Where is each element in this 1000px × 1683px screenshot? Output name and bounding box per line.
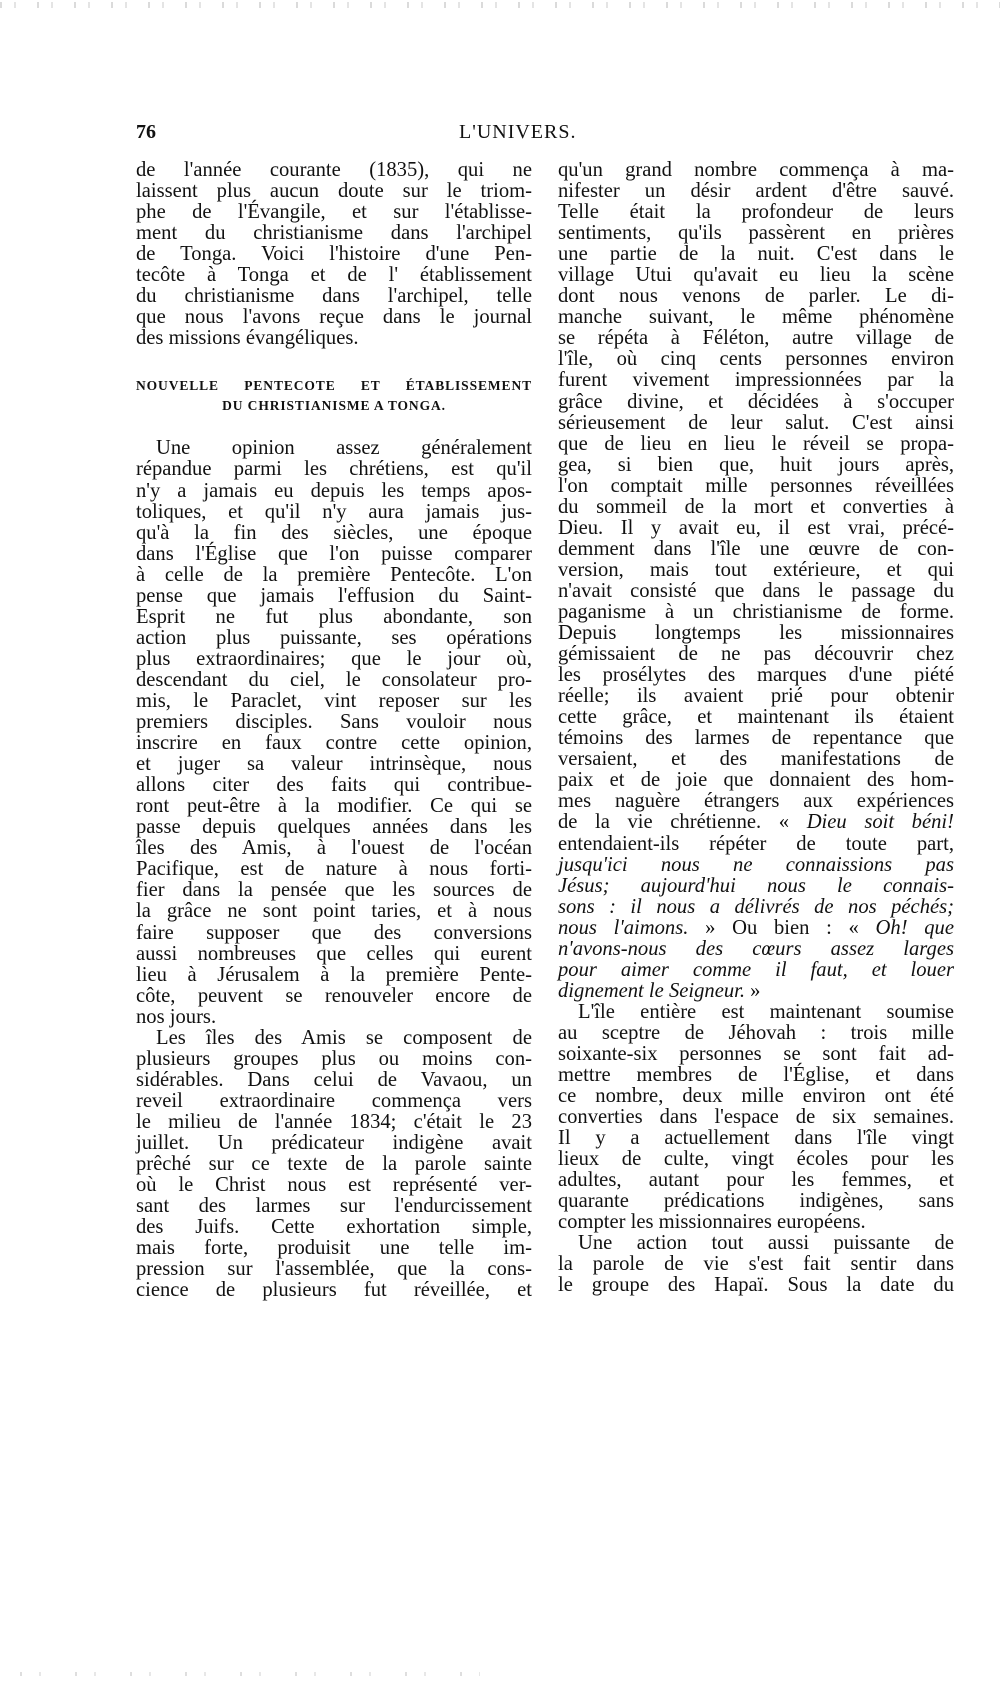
italic-quote-text: pour aimer comme il faut, et louer	[558, 958, 954, 981]
text-line: lieux de culte, vingt écoles pour les	[558, 1148, 954, 1171]
text-line: des missions évangéliques.	[136, 327, 359, 350]
text-line: juillet. Un prédicateur indigène avait	[136, 1131, 532, 1154]
roman-text: de la vie chrétienne. «	[558, 811, 807, 834]
text-line: nifester un désir ardent d'être sauvé.	[558, 180, 954, 203]
text-line: version, mais tout extérieure, et qui	[558, 558, 954, 581]
text-line: se répéta à Féléton, autre village de	[558, 327, 954, 350]
text-line: n'y a jamais eu depuis les temps apos-	[136, 479, 532, 502]
text-line: laissent plus aucun doute sur le triom-	[136, 180, 532, 203]
text-line: à celle de la première Pentecôte. L'on	[136, 563, 532, 586]
text-line: Il y a actuellement dans l'île vingt	[558, 1127, 954, 1150]
roman-text: »	[745, 979, 761, 1002]
text-line: plus extraordinaires; que le jour où,	[136, 647, 532, 670]
text-line: des Juifs. Cette exhortation simple,	[136, 1216, 532, 1239]
quote-line	[558, 855, 954, 876]
paragraph-opinion	[136, 438, 532, 1027]
text-line: du sommeil de la mort et converties à	[558, 495, 954, 518]
text-line: soixante-six personnes se sont fait ad-	[558, 1042, 954, 1065]
text-line: cience de plusieurs fut réveillée, et	[136, 1279, 532, 1302]
text-line: témoins des larmes de repentance que	[558, 727, 954, 750]
page-number: 76	[136, 121, 156, 143]
italic-quote-text: jusqu'ici nous ne connaissions pas	[558, 853, 954, 876]
text-line: mais forte, produisit une telle im-	[136, 1237, 532, 1260]
italic-quote-text: dignement le Seigneur.	[558, 979, 746, 1002]
section-heading-line-1: NOUVELLE PENTECOTE ET ÉTABLISSEMENT	[136, 378, 532, 394]
text-line: côte, peuvent se renouveler encore de	[136, 984, 532, 1007]
text-line: plusieurs groupes plus ou moins con-	[136, 1047, 532, 1070]
text-line: aussi nombreuses que celles qui eurent	[136, 942, 532, 965]
paragraph-ile-entiere	[558, 1002, 954, 1234]
running-head	[136, 121, 951, 147]
text-line: répandue parmi les chrétiens, est qu'il	[136, 458, 532, 481]
text-line: versaient, et des manifestations de	[558, 748, 954, 771]
text-line: réelle; ils avaient prié pour obtenir	[558, 685, 954, 708]
text-line: phe de l'Évangile, et sur l'établisse-	[136, 201, 532, 224]
text-line: pression sur l'assemblée, que la cons-	[136, 1258, 532, 1281]
journal-title: L'UNIVERS.	[459, 121, 577, 143]
text-line: et juger sa valeur intrinsèque, nous	[136, 753, 532, 776]
quote-line	[558, 834, 954, 855]
text-line: quarante prédications indigènes, sans	[558, 1190, 954, 1213]
text-line: qu'à la fin des siècles, une époque	[136, 521, 532, 544]
italic-quote-text: Oh! que	[875, 916, 954, 939]
text-line: Depuis longtemps les missionnaires	[558, 622, 954, 645]
text-line: où le Christ nous est représenté ver-	[136, 1174, 532, 1197]
text-line: les prosélytes des marques d'une piété	[558, 664, 954, 687]
text-line: village Utui qu'avait eu lieu la scène	[558, 264, 954, 287]
text-line: Les îles des Amis se composent de	[156, 1026, 532, 1049]
text-line: furent vivement impressionnées par la	[558, 369, 954, 392]
roman-text: » Ou bien : «	[688, 916, 876, 939]
quote-line	[558, 960, 954, 981]
text-line: premiers disciples. Sans vouloir nous	[136, 711, 532, 734]
text-line: qu'un grand nombre commença à ma-	[558, 159, 954, 181]
text-line: ront peut-être à la modifier. Ce qui se	[136, 795, 532, 818]
section-heading	[136, 376, 532, 416]
text-line: demment dans l'île une œuvre de con-	[558, 537, 954, 560]
text-line: prêché sur ce texte de la parole sainte	[136, 1153, 532, 1176]
paragraph-reveil	[558, 160, 954, 812]
text-line: descendant du ciel, le consolateur pro-	[136, 668, 532, 691]
text-line: Dieu. Il y avait eu, il est vrai, précé-	[558, 516, 954, 539]
text-line: que nous l'avons reçue dans le journal	[136, 306, 532, 329]
paragraph-hapai	[558, 1233, 954, 1296]
text-line: une partie de la nuit. C'est dans le	[558, 243, 954, 266]
text-line: Telle était la profondeur de leurs	[558, 201, 954, 224]
roman-text: entendaient-ils répéter de toute part,	[558, 832, 954, 855]
text-line: allons citer des faits qui contribue-	[136, 774, 532, 797]
text-line: ment du christianisme dans l'archipel	[136, 222, 532, 245]
text-line: passe depuis quelques années dans les	[136, 816, 532, 839]
text-line: la parole de vie s'est fait sentir dans	[558, 1253, 954, 1276]
text-line: paix et de joie que donnaient des hom-	[558, 769, 954, 792]
text-line: Une opinion assez généralement	[156, 437, 532, 460]
text-line: adultes, autant pour les femmes, et	[558, 1169, 954, 1192]
text-line: inscrire en faux contre cette opinion,	[136, 732, 532, 755]
italic-quote-text: nous l'aimons.	[558, 916, 689, 939]
text-line: Pacifique, est de nature à nous forti-	[136, 858, 532, 881]
text-line: au sceptre de Jéhovah : trois mille	[558, 1021, 954, 1044]
text-line: tecôte à Tonga et de l' établissement	[136, 264, 532, 287]
left-column	[136, 160, 532, 1301]
text-line: l'on comptait mille personnes réveillées	[558, 474, 954, 497]
text-line: fier dans la pensée que les sources de	[136, 879, 532, 902]
text-line: grâce divine, et décidées à s'occuper	[558, 390, 954, 413]
intro-paragraph	[136, 160, 532, 349]
quote-line	[558, 939, 954, 960]
text-line: faire supposer que des conversions	[136, 921, 532, 944]
paragraph-iles-des-amis	[136, 1028, 532, 1302]
text-line: pense que jamais l'effusion du Saint-	[136, 584, 532, 607]
quote-line	[558, 897, 954, 918]
text-line: gémissaient de ne pas découvrir chez	[558, 643, 954, 666]
italic-quote-text: n'avons-nous des cœurs assez larges	[558, 937, 954, 960]
text-line: l'île, où cinq cents personnes environ	[558, 348, 954, 371]
text-line: L'île entière est maintenant soumise	[578, 1000, 954, 1023]
text-line: mes naguère étrangers aux expériences	[558, 790, 954, 813]
scan-artifact-top	[0, 2, 1000, 8]
text-line: de Tonga. Voici l'histoire d'une Pen-	[136, 243, 532, 266]
quote-line	[558, 918, 954, 939]
text-line: mis, le Paraclet, vint reposer sur les	[136, 689, 532, 712]
text-line: ce nombre, deux mille environ ont été	[558, 1085, 954, 1108]
text-line: la grâce ne sont point taries, et à nous	[136, 900, 532, 923]
italic-quote-text: Jésus; aujourd'hui nous le connais-	[558, 874, 954, 897]
right-column	[558, 160, 954, 1297]
text-line: reveil extraordinaire commença vers	[136, 1089, 532, 1112]
text-line: compter les missionnaires européens.	[558, 1211, 866, 1234]
scan-artifact-bottom	[20, 1672, 480, 1676]
text-line: le milieu de l'année 1834; c'était le 23	[136, 1110, 532, 1133]
text-line: paganisme à un christianisme de forme.	[558, 600, 954, 623]
text-line: le groupe des Hapaï. Sous la date du	[558, 1274, 954, 1297]
text-line: gea, si bien que, huit jours après,	[558, 453, 954, 476]
text-line: toliques, et qu'il n'y aura jamais jus-	[136, 500, 532, 523]
quote-line	[558, 812, 954, 833]
quote-line	[558, 876, 954, 897]
text-line: îles des Amis, à l'ouest de l'océan	[136, 837, 532, 860]
text-line: converties dans l'espace de six semaines.	[558, 1106, 954, 1129]
text-line: lieu à Jérusalem à la première Pente-	[136, 963, 532, 986]
italic-quote-text: Dieu soit béni!	[806, 811, 954, 834]
text-line: sant des larmes sur l'endurcissement	[136, 1195, 532, 1218]
text-line: que de lieu en lieu le réveil se propa-	[558, 432, 954, 455]
text-line: nos jours.	[136, 1005, 217, 1028]
text-line: de l'année courante (1835), qui ne	[136, 159, 532, 181]
text-line: dans l'Église que l'on puisse comparer	[136, 542, 532, 565]
text-line: action plus puissante, ses opérations	[136, 626, 532, 649]
quotation-paragraph	[558, 812, 954, 1001]
text-line: dont nous venons de parler. Le di-	[558, 285, 954, 308]
text-line: manche suivant, le même phénomène	[558, 306, 954, 329]
text-line: sérieusement de leur salut. C'est ainsi	[558, 411, 954, 434]
quote-line	[558, 981, 954, 1002]
text-line: Une action tout aussi puissante de	[578, 1232, 954, 1255]
text-line: Esprit ne fut plus abondante, son	[136, 605, 532, 628]
text-line: du christianisme dans l'archipel, telle	[136, 285, 532, 308]
text-line: cette grâce, et maintenant ils étaient	[558, 706, 954, 729]
text-line: sidérables. Dans celui de Vavaou, un	[136, 1068, 532, 1091]
text-line: mettre membres de l'Église, et dans	[558, 1064, 954, 1087]
italic-quote-text: sons : il nous a délivrés de nos péchés;	[558, 895, 954, 918]
text-line: n'avait consisté que dans le passage du	[558, 579, 954, 602]
section-heading-line-2: DU CHRISTIANISME A TONGA.	[222, 398, 446, 414]
text-line: sentiments, qu'ils passèrent en prières	[558, 222, 954, 245]
